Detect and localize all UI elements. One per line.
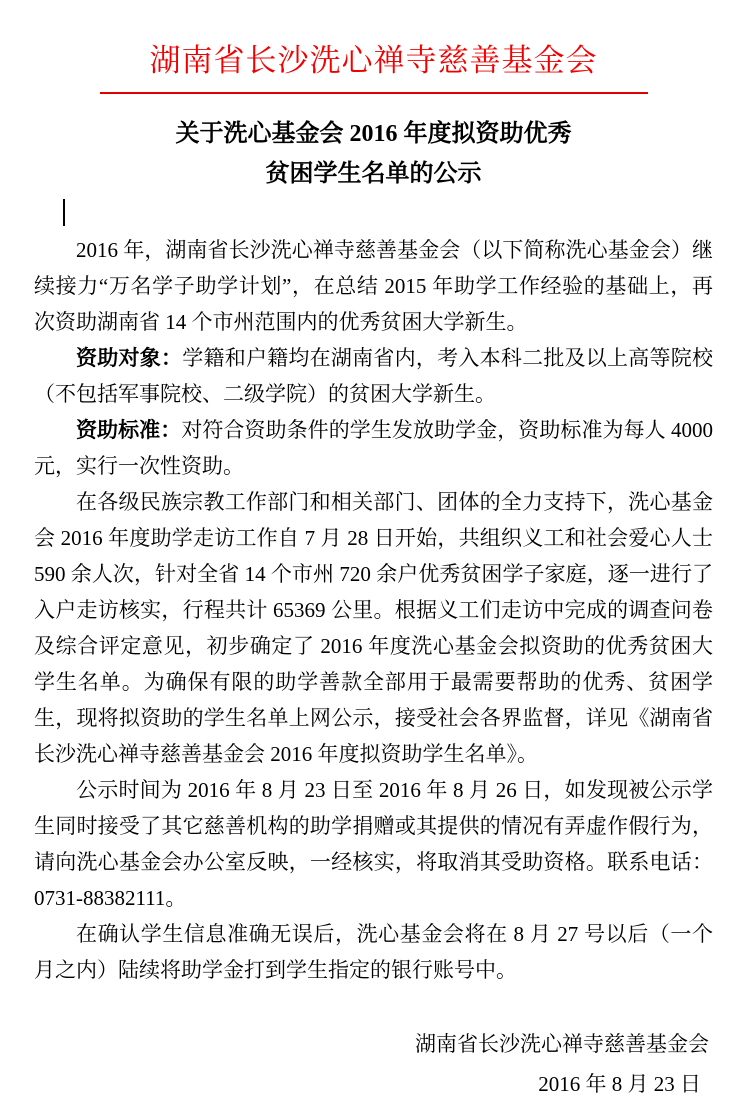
body-text: [34, 232, 713, 988]
paragraph-text: 对符合资助条件的学生发放助学金，资助标准为每人 4000 元，实行一次性资助。: [34, 418, 714, 478]
signature-block: [34, 1024, 713, 1104]
signature-date: 2016 年 8 月 23 日: [538, 1072, 701, 1096]
signature-organization: 湖南省长沙洗心禅寺慈善基金会: [415, 1032, 709, 1056]
document-heading-line2: 贫困学生名单的公示: [265, 161, 482, 187]
paragraph-lead: 资助对象：: [76, 346, 183, 370]
body-paragraph: [34, 772, 713, 916]
document-heading: [34, 114, 713, 194]
paragraph-text: 在各级民族宗教工作部门和相关部门、团体的全力支持下，洗心基金会 2016 年度助学走访工作自 7 月 28 日开始，共组织义工和社会爱心人士 590 余人次，针对全省 14 个市州 720 余户优秀贫困学子家庭，逐一进行了入户走访核实，行程共计 65369 公里。根据义工们走访中完成的调查问卷及综合评定意见，初步确定了 2016 年度洗心基金会拟资助的优秀贫困大学生名单。为确保有限的助学善款全部用于最需要帮助的优秀、贫困学生，现将拟资助的学生名单上网公示，接受社会各界监督，详见《湖南省长沙洗心禅寺慈善基金会 2016 年度拟资助学生名单》。: [34, 490, 713, 766]
text-insertion-cursor: [63, 199, 65, 226]
body-paragraph: [34, 412, 713, 484]
body-paragraph: [34, 484, 713, 772]
paragraph-lead: 资助标准：: [76, 418, 182, 442]
body-paragraph: [34, 916, 713, 988]
body-paragraph: [34, 232, 713, 340]
organization-title: 湖南省长沙洗心禅寺慈善基金会: [149, 43, 598, 78]
title-divider-rule: [100, 92, 648, 94]
paragraph-text: 学籍和户籍均在湖南省内，考入本科二批及以上高等院校（不包括军事院校、二级学院）的贫困大学新生。: [34, 346, 714, 406]
empty-paragraph-line[interactable]: [34, 196, 713, 232]
document-heading-line1: 关于洗心基金会 2016 年度拟资助优秀: [175, 121, 572, 147]
paragraph-text: 公示时间为 2016 年 8 月 23 日至 2016 年 8 月 26 日，如发现被公示学生同时接受了其它慈善机构的助学捐赠或其提供的情况有弄虚作假行为，请向洗心基金会办公室反映，一经核实，将取消其受助资格。联系电话：0731-88382111。: [34, 778, 713, 910]
paragraph-text: 在确认学生信息准确无误后，洗心基金会将在 8 月 27 号以后（一个月之内）陆续将助学金打到学生指定的银行账号中。: [34, 922, 713, 982]
body-paragraph: [34, 340, 713, 412]
paragraph-text: 2016 年，湖南省长沙洗心禅寺慈善基金会（以下简称洗心基金会）继续接力“万名学子助学计划”，在总结 2015 年助学工作经验的基础上，再次资助湖南省 14 个市州范围内的优秀贫困大学新生。: [34, 238, 713, 334]
